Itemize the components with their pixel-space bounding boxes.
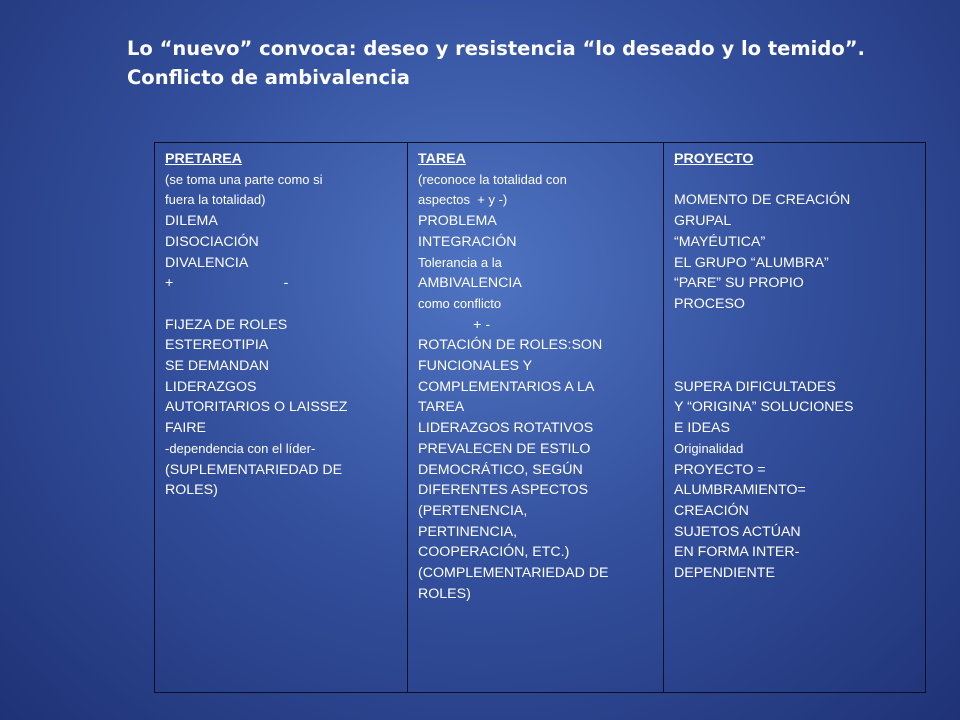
cell-line: -dependencia con el líder-: [165, 440, 316, 456]
column-tarea: [408, 143, 664, 693]
cell-line: + -: [418, 316, 491, 333]
column-heading: PRETAREA: [165, 151, 242, 167]
cell-line: ESTEREOTIPIA: [165, 337, 269, 354]
title-line-1: Lo “nuevo” convoca: deseo y resistencia “lo deseado y lo temido”.: [127, 37, 865, 60]
cell-line: [165, 294, 401, 315]
cell-line: [674, 170, 919, 191]
slide-title: [127, 34, 927, 92]
cell-line: (se toma una parte como si: [165, 171, 323, 187]
cell-line: CREACIÓN: [674, 502, 749, 519]
cell-line: PERTINENCIA,: [418, 523, 518, 540]
cell-line: EL GRUPO “ALUMBRA”: [674, 254, 829, 271]
cell-line: ROTACIÓN DE ROLES:SON: [418, 337, 603, 354]
cell-line: (SUPLEMENTARIEDAD DE: [165, 461, 343, 478]
cell-line: DEPENDIENTE: [674, 565, 775, 582]
comparison-table: [154, 142, 926, 693]
cell-line: SUPERA DIFICULTADES: [674, 378, 836, 395]
cell-line: FUNCIONALES Y: [418, 358, 533, 375]
cell-line: (reconoce la totalidad con: [418, 171, 567, 187]
cell-line: Originalidad: [674, 440, 744, 456]
cell-line: + -: [165, 275, 289, 292]
column-proyecto: [664, 143, 926, 693]
cell-line: ROLES): [165, 482, 218, 499]
cell-line: EN FORMA INTER-: [674, 544, 800, 561]
table-row: [155, 143, 926, 693]
cell-line: “PARE” SU PROPIO: [674, 275, 804, 292]
cell-line: Tolerancia a la: [418, 254, 502, 270]
cell-line: SE DEMANDAN: [165, 358, 270, 375]
cell-line: (COMPLEMENTARIEDAD DE: [418, 565, 609, 582]
cell-line: COMPLEMENTARIOS A LA: [418, 378, 595, 395]
column-heading: TAREA: [418, 151, 466, 167]
cell-line: FAIRE: [165, 420, 206, 437]
cell-line: (PERTENENCIA,: [418, 502, 528, 519]
cell-line: SUJETOS ACTÚAN: [674, 523, 801, 540]
cell-line: E IDEAS: [674, 420, 730, 437]
cell-line: DISOCIACIÓN: [165, 233, 259, 250]
cell-line: AUTORITARIOS O LAISSEZ: [165, 399, 348, 416]
cell-line: [674, 315, 919, 336]
cell-line: LIDERAZGOS: [165, 378, 257, 395]
cell-line: INTEGRACIÓN: [418, 233, 517, 250]
cell-line: “MAYÉUTICA”: [674, 233, 766, 250]
cell-line: [674, 335, 919, 356]
cell-line: DILEMA: [165, 213, 218, 230]
cell-line: FIJEZA DE ROLES: [165, 316, 288, 333]
cell-line: PROBLEMA: [418, 213, 497, 230]
cell-line: fuera la totalidad): [165, 192, 266, 208]
column-pretarea: [155, 143, 408, 693]
cell-line: Y “ORIGINA” SOLUCIONES: [674, 399, 854, 416]
column-heading: PROYECTO: [674, 151, 754, 167]
title-line-2: Conflicto de ambivalencia: [127, 66, 410, 89]
cell-line: DIVALENCIA: [165, 254, 249, 271]
cell-line: PREVALECEN DE ESTILO: [418, 440, 591, 457]
cell-line: COOPERACIÓN, ETC.): [418, 544, 570, 561]
cell-line: MOMENTO DE CREACIÓN: [674, 192, 851, 209]
cell-line: [674, 356, 919, 377]
cell-line: como conflicto: [418, 295, 502, 311]
cell-line: AMBIVALENCIA: [418, 275, 522, 292]
cell-line: GRUPAL: [674, 213, 732, 230]
cell-line: DIFERENTES ASPECTOS: [418, 482, 589, 499]
cell-line: LIDERAZGOS ROTATIVOS: [418, 420, 594, 437]
cell-line: ALUMBRAMIENTO=: [674, 482, 806, 499]
cell-line: PROYECTO =: [674, 461, 766, 478]
cell-line: DEMOCRÁTICO, SEGÚN: [418, 461, 583, 478]
cell-line: PROCESO: [674, 295, 745, 312]
cell-line: ROLES): [418, 585, 471, 602]
cell-line: TAREA: [418, 399, 465, 416]
cell-line: aspectos + y -): [418, 192, 508, 208]
